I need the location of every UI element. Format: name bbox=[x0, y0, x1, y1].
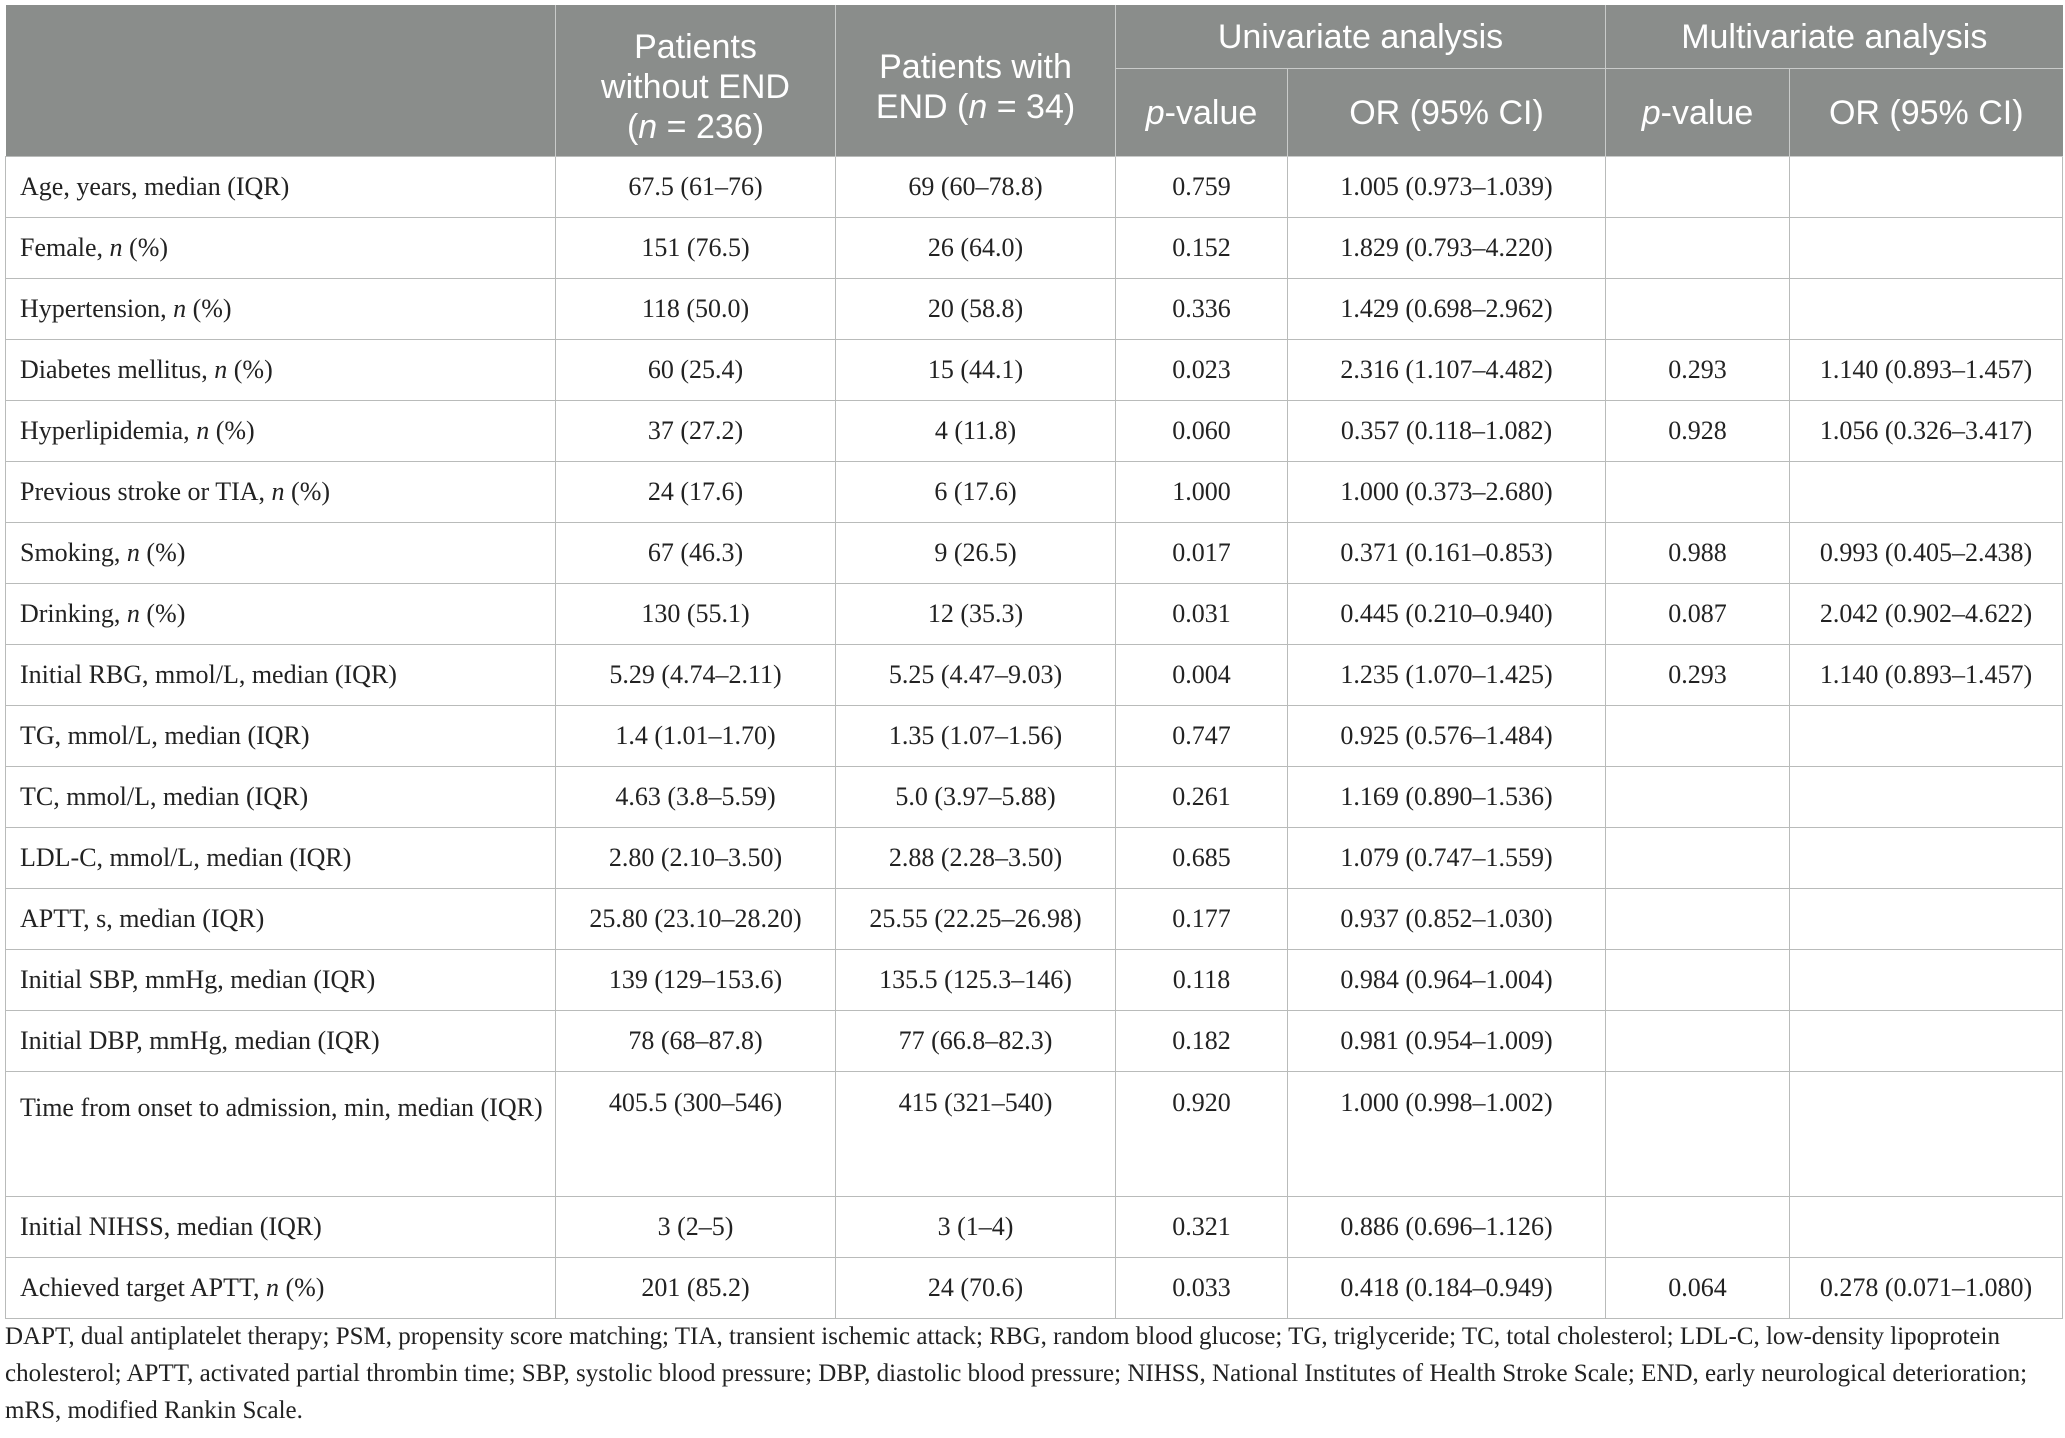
cell-uni-p: 0.118 bbox=[1116, 950, 1288, 1011]
header-with-end: Patients with END (n = 34) bbox=[836, 5, 1116, 157]
cell-multi-p bbox=[1606, 279, 1790, 340]
header-univariate: Univariate analysis bbox=[1116, 5, 1606, 69]
row-label: Initial NIHSS, median (IQR) bbox=[6, 1197, 556, 1258]
cell-uni-p: 0.152 bbox=[1116, 218, 1288, 279]
row-label: Time from onset to admission, min, median (IQR) bbox=[6, 1072, 556, 1197]
table-row bbox=[6, 462, 2063, 523]
header-multi-or: OR (95% CI) bbox=[1790, 69, 2063, 157]
table-row bbox=[6, 157, 2063, 218]
cell-multi-p bbox=[1606, 1011, 1790, 1072]
cell-multi-or bbox=[1790, 279, 2063, 340]
cell-with-end: 69 (60–78.8) bbox=[836, 157, 1116, 218]
cell-uni-p: 0.920 bbox=[1116, 1072, 1288, 1197]
header-without-end: Patients without END (n = 236) bbox=[556, 5, 836, 157]
header-uni-p: p-value bbox=[1116, 69, 1288, 157]
row-label: Hypertension, n (%) bbox=[6, 279, 556, 340]
cell-with-end: 5.25 (4.47–9.03) bbox=[836, 645, 1116, 706]
cell-uni-p: 0.261 bbox=[1116, 767, 1288, 828]
cell-multi-or bbox=[1790, 889, 2063, 950]
cell-with-end: 26 (64.0) bbox=[836, 218, 1116, 279]
cell-multi-or bbox=[1790, 1072, 2063, 1197]
cell-without-end: 4.63 (3.8–5.59) bbox=[556, 767, 836, 828]
cell-with-end: 5.0 (3.97–5.88) bbox=[836, 767, 1116, 828]
cell-multi-p bbox=[1606, 950, 1790, 1011]
cell-uni-or: 1.005 (0.973–1.039) bbox=[1288, 157, 1606, 218]
cell-uni-p: 0.747 bbox=[1116, 706, 1288, 767]
cell-uni-or: 0.371 (0.161–0.853) bbox=[1288, 523, 1606, 584]
cell-multi-or bbox=[1790, 462, 2063, 523]
cell-multi-or: 1.056 (0.326–3.417) bbox=[1790, 401, 2063, 462]
cell-multi-p: 0.064 bbox=[1606, 1258, 1790, 1319]
cell-with-end: 1.35 (1.07–1.56) bbox=[836, 706, 1116, 767]
table-row bbox=[6, 767, 2063, 828]
cell-with-end: 77 (66.8–82.3) bbox=[836, 1011, 1116, 1072]
cell-multi-or: 0.278 (0.071–1.080) bbox=[1790, 1258, 2063, 1319]
cell-without-end: 1.4 (1.01–1.70) bbox=[556, 706, 836, 767]
cell-uni-or: 1.429 (0.698–2.962) bbox=[1288, 279, 1606, 340]
cell-uni-or: 1.000 (0.373–2.680) bbox=[1288, 462, 1606, 523]
cell-uni-or: 1.235 (1.070–1.425) bbox=[1288, 645, 1606, 706]
table-row bbox=[6, 340, 2063, 401]
cell-without-end: 118 (50.0) bbox=[556, 279, 836, 340]
row-label: Initial RBG, mmol/L, median (IQR) bbox=[6, 645, 556, 706]
cell-uni-or: 2.316 (1.107–4.482) bbox=[1288, 340, 1606, 401]
cell-uni-or: 0.357 (0.118–1.082) bbox=[1288, 401, 1606, 462]
cell-without-end: 78 (68–87.8) bbox=[556, 1011, 836, 1072]
row-label: Initial SBP, mmHg, median (IQR) bbox=[6, 950, 556, 1011]
cell-without-end: 67 (46.3) bbox=[556, 523, 836, 584]
cell-multi-p bbox=[1606, 462, 1790, 523]
cell-uni-or: 1.079 (0.747–1.559) bbox=[1288, 828, 1606, 889]
row-label: Previous stroke or TIA, n (%) bbox=[6, 462, 556, 523]
cell-multi-p: 0.087 bbox=[1606, 584, 1790, 645]
row-label: Smoking, n (%) bbox=[6, 523, 556, 584]
cell-without-end: 151 (76.5) bbox=[556, 218, 836, 279]
cell-without-end: 67.5 (61–76) bbox=[556, 157, 836, 218]
table-row bbox=[6, 1258, 2063, 1319]
cell-multi-p bbox=[1606, 157, 1790, 218]
cell-with-end: 24 (70.6) bbox=[836, 1258, 1116, 1319]
cell-without-end: 3 (2–5) bbox=[556, 1197, 836, 1258]
data-table bbox=[5, 5, 2063, 1319]
cell-uni-p: 0.004 bbox=[1116, 645, 1288, 706]
table-row bbox=[6, 1072, 2063, 1197]
table-row bbox=[6, 401, 2063, 462]
cell-uni-p: 0.023 bbox=[1116, 340, 1288, 401]
row-label: Diabetes mellitus, n (%) bbox=[6, 340, 556, 401]
table-body bbox=[6, 157, 2063, 1319]
row-label: TC, mmol/L, median (IQR) bbox=[6, 767, 556, 828]
row-label: APTT, s, median (IQR) bbox=[6, 889, 556, 950]
cell-multi-or bbox=[1790, 950, 2063, 1011]
cell-uni-p: 0.031 bbox=[1116, 584, 1288, 645]
cell-multi-p bbox=[1606, 706, 1790, 767]
cell-multi-or bbox=[1790, 1011, 2063, 1072]
cell-uni-p: 0.182 bbox=[1116, 1011, 1288, 1072]
row-label: Achieved target APTT, n (%) bbox=[6, 1258, 556, 1319]
cell-multi-p bbox=[1606, 828, 1790, 889]
cell-multi-p bbox=[1606, 767, 1790, 828]
table-row bbox=[6, 1011, 2063, 1072]
cell-multi-or bbox=[1790, 706, 2063, 767]
cell-multi-or bbox=[1790, 828, 2063, 889]
header-uni-or: OR (95% CI) bbox=[1288, 69, 1606, 157]
table-row bbox=[6, 828, 2063, 889]
table-row bbox=[6, 1197, 2063, 1258]
cell-multi-or: 2.042 (0.902–4.622) bbox=[1790, 584, 2063, 645]
cell-uni-p: 0.336 bbox=[1116, 279, 1288, 340]
table-row bbox=[6, 889, 2063, 950]
cell-uni-p: 0.017 bbox=[1116, 523, 1288, 584]
table-row bbox=[6, 706, 2063, 767]
cell-uni-p: 0.177 bbox=[1116, 889, 1288, 950]
cell-multi-or bbox=[1790, 1197, 2063, 1258]
table-container bbox=[5, 5, 2062, 1319]
cell-multi-or: 1.140 (0.893–1.457) bbox=[1790, 340, 2063, 401]
table-footnote: DAPT, dual antiplatelet therapy; PSM, propensity score matching; TIA, transient ischemic attack; RBG, random blood glucose; TG, triglyceride; TC, total cholesterol; LDL-C, low-density lipoprotein cholesterol; APTT, activated partial thrombin time; SBP, systolic blood pressure; DBP, diastolic blood pressure; NIHSS, National Institutes of Health Stroke Scale; END, early neurological deterioration; mRS, modified Rankin Scale. bbox=[5, 1323, 2028, 1424]
cell-multi-p bbox=[1606, 889, 1790, 950]
row-label: Age, years, median (IQR) bbox=[6, 157, 556, 218]
row-label: Initial DBP, mmHg, median (IQR) bbox=[6, 1011, 556, 1072]
cell-without-end: 5.29 (4.74–2.11) bbox=[556, 645, 836, 706]
cell-without-end: 201 (85.2) bbox=[556, 1258, 836, 1319]
header-multivariate: Multivariate analysis bbox=[1606, 5, 2063, 69]
cell-uni-p: 0.321 bbox=[1116, 1197, 1288, 1258]
cell-with-end: 12 (35.3) bbox=[836, 584, 1116, 645]
cell-uni-or: 0.981 (0.954–1.009) bbox=[1288, 1011, 1606, 1072]
cell-uni-or: 0.418 (0.184–0.949) bbox=[1288, 1258, 1606, 1319]
cell-uni-or: 0.925 (0.576–1.484) bbox=[1288, 706, 1606, 767]
row-label: TG, mmol/L, median (IQR) bbox=[6, 706, 556, 767]
table-row bbox=[6, 218, 2063, 279]
cell-multi-p bbox=[1606, 1197, 1790, 1258]
row-label: Hyperlipidemia, n (%) bbox=[6, 401, 556, 462]
table-row bbox=[6, 279, 2063, 340]
cell-multi-p: 0.293 bbox=[1606, 645, 1790, 706]
cell-with-end: 25.55 (22.25–26.98) bbox=[836, 889, 1116, 950]
cell-multi-p bbox=[1606, 1072, 1790, 1197]
cell-uni-or: 0.886 (0.696–1.126) bbox=[1288, 1197, 1606, 1258]
row-label: Female, n (%) bbox=[6, 218, 556, 279]
cell-uni-or: 1.169 (0.890–1.536) bbox=[1288, 767, 1606, 828]
table-header bbox=[6, 5, 2063, 157]
cell-uni-or: 0.445 (0.210–0.940) bbox=[1288, 584, 1606, 645]
cell-multi-or bbox=[1790, 157, 2063, 218]
table-row bbox=[6, 523, 2063, 584]
cell-uni-p: 0.759 bbox=[1116, 157, 1288, 218]
cell-uni-p: 1.000 bbox=[1116, 462, 1288, 523]
cell-with-end: 20 (58.8) bbox=[836, 279, 1116, 340]
cell-uni-or: 1.829 (0.793–4.220) bbox=[1288, 218, 1606, 279]
cell-multi-or bbox=[1790, 767, 2063, 828]
header-multi-p: p-value bbox=[1606, 69, 1790, 157]
cell-uni-p: 0.033 bbox=[1116, 1258, 1288, 1319]
cell-uni-or: 1.000 (0.998–1.002) bbox=[1288, 1072, 1606, 1197]
cell-with-end: 2.88 (2.28–3.50) bbox=[836, 828, 1116, 889]
cell-uni-p: 0.060 bbox=[1116, 401, 1288, 462]
row-label: Drinking, n (%) bbox=[6, 584, 556, 645]
cell-with-end: 4 (11.8) bbox=[836, 401, 1116, 462]
cell-multi-p bbox=[1606, 218, 1790, 279]
cell-with-end: 9 (26.5) bbox=[836, 523, 1116, 584]
cell-multi-p: 0.928 bbox=[1606, 401, 1790, 462]
cell-with-end: 3 (1–4) bbox=[836, 1197, 1116, 1258]
cell-multi-or bbox=[1790, 218, 2063, 279]
table-row bbox=[6, 584, 2063, 645]
cell-multi-or: 1.140 (0.893–1.457) bbox=[1790, 645, 2063, 706]
cell-without-end: 405.5 (300–546) bbox=[556, 1072, 836, 1197]
cell-without-end: 37 (27.2) bbox=[556, 401, 836, 462]
cell-without-end: 2.80 (2.10–3.50) bbox=[556, 828, 836, 889]
row-label: LDL-C, mmol/L, median (IQR) bbox=[6, 828, 556, 889]
cell-with-end: 415 (321–540) bbox=[836, 1072, 1116, 1197]
cell-without-end: 60 (25.4) bbox=[556, 340, 836, 401]
cell-without-end: 130 (55.1) bbox=[556, 584, 836, 645]
cell-uni-or: 0.984 (0.964–1.004) bbox=[1288, 950, 1606, 1011]
table-row bbox=[6, 950, 2063, 1011]
cell-multi-p: 0.988 bbox=[1606, 523, 1790, 584]
cell-multi-p: 0.293 bbox=[1606, 340, 1790, 401]
cell-with-end: 6 (17.6) bbox=[836, 462, 1116, 523]
cell-with-end: 135.5 (125.3–146) bbox=[836, 950, 1116, 1011]
header-blank bbox=[6, 5, 556, 157]
cell-without-end: 24 (17.6) bbox=[556, 462, 836, 523]
cell-without-end: 139 (129–153.6) bbox=[556, 950, 836, 1011]
cell-multi-or: 0.993 (0.405–2.438) bbox=[1790, 523, 2063, 584]
cell-uni-or: 0.937 (0.852–1.030) bbox=[1288, 889, 1606, 950]
cell-with-end: 15 (44.1) bbox=[836, 340, 1116, 401]
cell-without-end: 25.80 (23.10–28.20) bbox=[556, 889, 836, 950]
table-row bbox=[6, 645, 2063, 706]
cell-uni-p: 0.685 bbox=[1116, 828, 1288, 889]
